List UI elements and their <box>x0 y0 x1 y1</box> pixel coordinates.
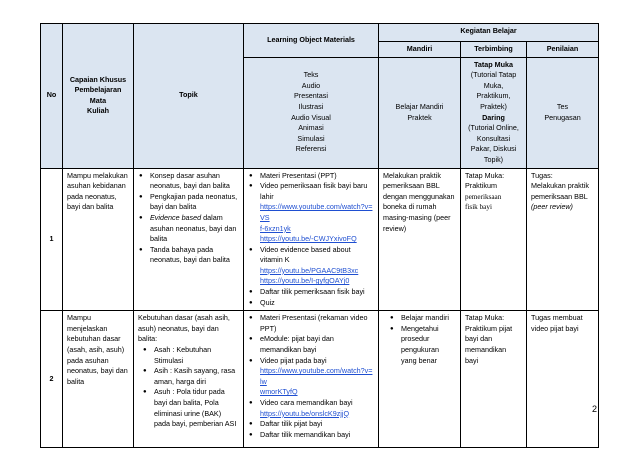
list-item: ● Asih : Kasih sayang, rasa aman, harga diri <box>152 366 239 387</box>
row-number: 1 <box>41 168 63 311</box>
header-kegiatan-belajar: Kegiatan Belajar <box>379 24 599 42</box>
list-item: ● Pengkajian pada neonatus, bayi dan balita <box>148 192 239 213</box>
capaian-cell: Mampu melakukan asuhan kebidanan pada neonatus, bayi dan balita <box>63 168 134 311</box>
mandiri-cell: Melakukan praktik pemeriksaan BBL dengan menggunakan boneka di rumah masing-masing (peer review) <box>379 168 461 311</box>
list-item: ● Daftar tilik memandikan bayi <box>258 430 374 441</box>
materials-cell <box>244 311 379 448</box>
list-item: ● Konsep dasar asuhan neonatus, bayi dan balita <box>148 171 239 192</box>
list-item: ● Materi Presentasi (rekaman video PPT) <box>258 313 374 334</box>
list-item: ● Mengetahui prosedur pengukuran yang benar <box>399 324 456 366</box>
header-terbimbing-desc: Tatap Muka (Tutorial Tatap Muka, Praktikum, Praktek) Daring (Tutorial Online, Konsultasi Pakar, Diskusi Topik) <box>461 57 527 168</box>
youtube-link[interactable]: https://youtu.be/PGAAC9tB3xc <box>260 265 359 275</box>
header-mandiri-desc: Belajar Mandiri Praktek <box>379 57 461 168</box>
terbimbing-cell: Tatap Muka: Praktikum pemeriksaan fisik bayi <box>461 168 527 311</box>
list-item: ● Video cara memandikan bayi https://youtu.be/onslcK9zjjQ <box>258 398 374 419</box>
youtube-link[interactable]: f-6xzn1yk <box>260 223 291 233</box>
page-number: 2 <box>592 404 598 414</box>
topik-cell <box>134 168 244 311</box>
topik-intro: Kebutuhan dasar (asah asih, asuh) neonatus, bayi dan balita: <box>138 313 230 344</box>
list-item: ● Asah : Kebutuhan Stimulasi <box>152 345 239 366</box>
list-item: ● Daftar tilik pemeriksaan fisik bayi <box>258 287 374 298</box>
header-terbimbing: Terbimbing <box>461 42 527 58</box>
list-item: ● Materi Presentasi (PPT) <box>258 171 374 182</box>
penilaian-cell: Tugas: Melakukan praktik pemeriksaan BBL (peer review) <box>527 168 599 311</box>
table-row <box>41 311 599 448</box>
topik-cell <box>134 311 244 448</box>
mandiri-cell <box>379 311 461 448</box>
header-capaian: Capaian Khusus Pembelajaran Mata Kuliah <box>63 24 134 169</box>
capaian-cell: Mampu menjelaskan kebutuhan dasar (asah, asih, asuh) pada asuhan neonatus, bayi dan balita <box>63 311 134 448</box>
list-item: ● eModule: pijat bayi dan memandikan bayi <box>258 334 374 355</box>
list-item: ● Daftar tilik pijat bayi <box>258 419 374 430</box>
terbimbing-cell: Tatap Muka: Praktikum pijat bayi dan memandikan bayi <box>461 311 527 448</box>
youtube-link[interactable]: https://youtu.be/I-gyfgOAYj0 <box>260 276 350 286</box>
youtube-link[interactable]: https://www.youtube.com/watch?v=VS <box>260 202 373 222</box>
list-item: ● Video pijat pada bayi https://www.youtube.com/watch?v=lw wmorKTyfQ <box>258 356 374 398</box>
header-penilaian: Penilaian <box>527 42 599 58</box>
list-item: ● Tanda bahaya pada neonatus, bayi dan balita <box>148 245 239 266</box>
row-number: 2 <box>41 311 63 448</box>
youtube-link[interactable]: https://www.youtube.com/watch?v=lw <box>260 366 373 386</box>
youtube-link[interactable]: https://youtu.be/onslcK9zjjQ <box>260 408 350 418</box>
list-item: ● Quiz <box>258 298 374 309</box>
materials-cell <box>244 168 379 311</box>
header-mandiri: Mandiri <box>379 42 461 58</box>
youtube-link[interactable]: https://youtu.be/-CWJYxivoFQ <box>260 234 357 244</box>
table-row <box>41 168 599 311</box>
header-topik: Topik <box>134 24 244 169</box>
list-item: ● Belajar mandiri <box>399 313 456 324</box>
header-learning-object-items: Teks Audio Presentasi Ilustrasi Audio Visual Animasi Simulasi Referensi <box>244 57 379 168</box>
penilaian-cell: Tugas membuat video pijat bayi <box>527 311 599 448</box>
header-penilaian-desc: Tes Penugasan <box>527 57 599 168</box>
list-item: ● Video pemeriksaan fisik bayi baru lahir https://www.youtube.com/watch?v=VS f-6xzn1yk https://youtu.be/-CWJYxivoFQ <box>258 181 374 245</box>
header-no: No <box>41 24 63 169</box>
rps-table <box>40 23 599 448</box>
list-item: ● Video evidence based about vitamin K https://youtu.be/PGAAC9tB3xc https://youtu.be/I-gyfgOAYj0 <box>258 245 374 287</box>
list-item: ● Evidence based dalam asuhan neonatus, bayi dan balita <box>148 213 239 245</box>
header-learning-object: Learning Object Materials <box>244 24 379 58</box>
youtube-link[interactable]: wmorKTyfQ <box>260 387 298 397</box>
list-item: ● Asuh : Pola tidur pada bayi dan balita, Pola eliminasi urine (BAK) pada bayi, pemberian ASI <box>152 387 239 429</box>
